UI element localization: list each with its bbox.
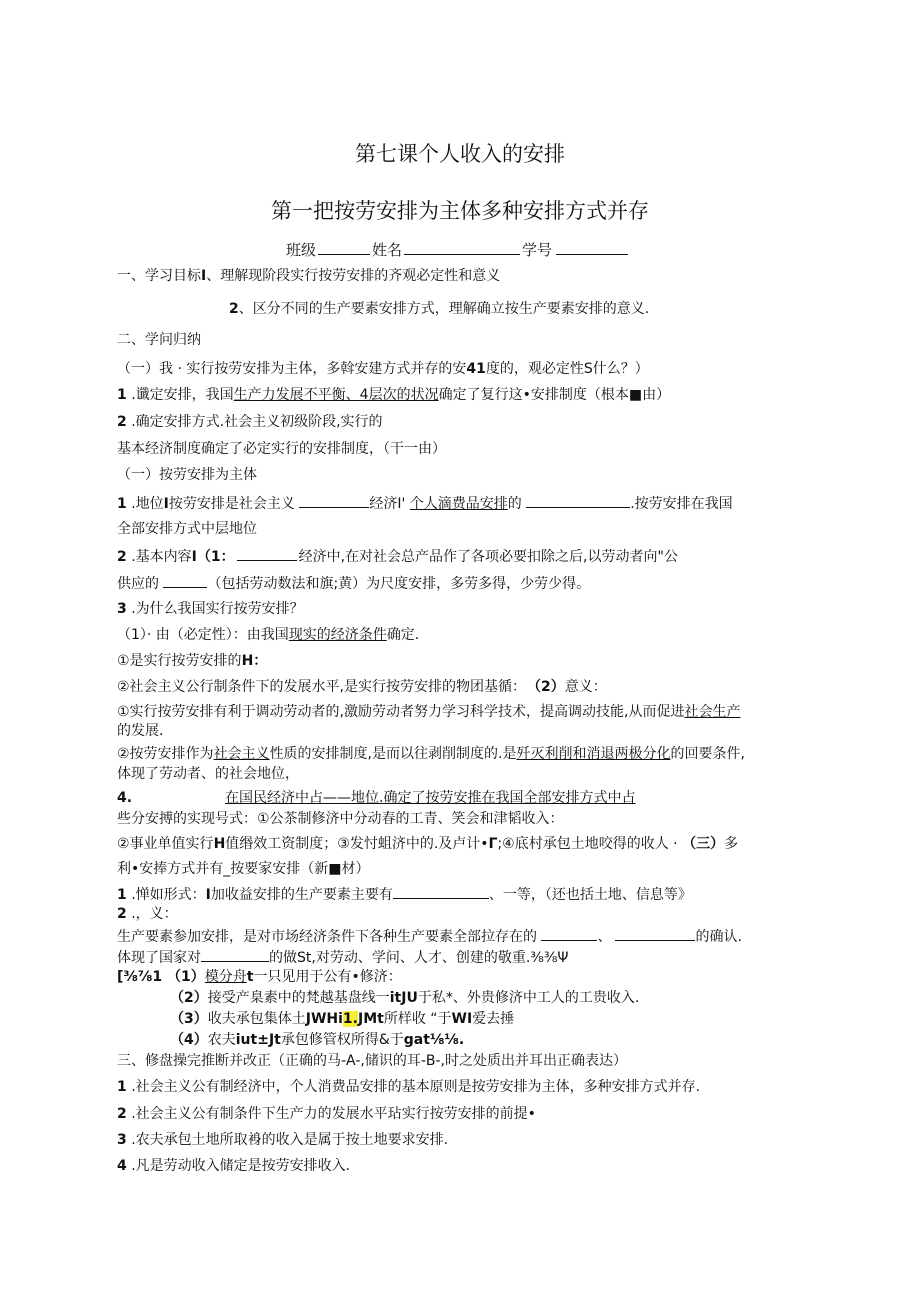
point-number: 2 — [117, 549, 127, 565]
review-number: （3） — [170, 1011, 208, 1027]
point-number: 3 — [117, 601, 127, 617]
review-item-3 — [170, 1010, 514, 1028]
separator: 、 — [597, 929, 612, 945]
forms-text-end: 多 — [724, 836, 739, 852]
section-heading-knowledge: 二、学问归纳 — [117, 332, 201, 348]
realization-forms: 些分安搏的实现号式：①公茶制修济中分动春的工青、笑会和津韬收入： — [117, 811, 564, 827]
goal-2-text: 、区分不同的生产要素安排方式，理解确立按生产要素安排的意义. — [238, 301, 650, 317]
page-title: 第七课个人收入的安排 — [355, 142, 565, 166]
reason-heading — [117, 626, 419, 644]
goal-1-text: 、理解现阶段实行按劳安排的齐观必定性和意义 — [206, 268, 501, 284]
point-text: .惮如形式： — [126, 887, 206, 903]
reason-text-end: 确定. — [386, 627, 420, 643]
fill-blank[interactable] — [615, 926, 695, 941]
point-6 — [117, 789, 635, 807]
point-number: 1 — [117, 387, 127, 403]
question-number: 3 — [117, 1132, 127, 1148]
point-text-end: 的做St,对劳动、学问、人才、创建的敬重.⅜⅜Ψ — [269, 950, 569, 966]
fill-blank[interactable] — [201, 947, 269, 962]
question-text: .社会主义公有制条件下生产力的发展水平玷实行按劳安排的前提• — [126, 1106, 536, 1122]
point-3 — [117, 493, 733, 513]
significance-text-end: 的回要条件, — [670, 746, 745, 762]
significance-number: （2） — [534, 679, 565, 695]
review-text-mid: 承包修管权所得&于 — [280, 1032, 404, 1048]
glyph-text-2: JMt — [357, 1011, 384, 1027]
point-number: 4. — [117, 790, 133, 806]
point-text: .确定安排方式.社会主义初级阶段,实行的 — [126, 414, 383, 430]
point-text-end: 确定了复行这•安排制度（根本■由） — [438, 387, 671, 403]
point-text: .地位 — [126, 496, 164, 512]
question-number: 2 — [117, 1106, 127, 1122]
underlined-text: 社会生产 — [684, 704, 741, 720]
point-number: 1 — [117, 496, 127, 512]
point-text-end: 的确认. — [695, 929, 742, 945]
fill-blank[interactable] — [541, 926, 597, 941]
question-number: 1 — [117, 1079, 127, 1095]
point-4 — [117, 546, 678, 566]
significance-text-mid: 性质的安排制度,是而以往剥削制度的.是 — [269, 746, 517, 762]
review-item-1 — [117, 968, 402, 986]
significance-1 — [117, 703, 740, 721]
point-text-end: 、一等，（还也括土地、信息等》 — [488, 887, 692, 903]
section-heading-judgement: 三、修盘操完推断并改正（正确的马-A-,储识的耳-B-,时之处质出并耳出正确表达） — [117, 1053, 627, 1069]
review-text: 农夫 — [207, 1032, 236, 1048]
point-text-end: 经济中,在对社会总产品作了各项必要扣除之后,以劳动者向"公 — [298, 549, 678, 565]
review-text-end: 爱去捶 — [472, 1011, 515, 1027]
point-3-continued: 全部安排方式中层地位 — [117, 521, 257, 537]
underlined-text: 社会主义 — [213, 746, 270, 762]
point-text-end: （包括劳动数法和旗;黄）为尺度安排，多劳多得，少劳少得。 — [207, 576, 591, 592]
significance-2-continued: 体现了劳动者、的社会地位， — [117, 766, 299, 782]
question-number: 4 — [117, 1158, 127, 1174]
question-1 — [117, 1078, 700, 1096]
point-5 — [117, 600, 304, 618]
underlined-text: 模分舟 — [204, 969, 247, 985]
highlighted-text: 1. — [342, 1011, 358, 1027]
fill-blank[interactable] — [299, 493, 369, 508]
point-number: 2 — [117, 414, 127, 430]
class-label: 班级 — [286, 241, 317, 259]
realization-forms-2 — [117, 835, 738, 853]
point-text: .为什么我国实行按劳安排？ — [126, 601, 304, 617]
review-item-4 — [170, 1031, 464, 1049]
question-text: .农夫承包土地所取裑的收入是属于按土地要求安排. — [126, 1132, 449, 1148]
subsection-3-heading: 利•安捧方式并有_按要家安排（新■材） — [117, 861, 370, 877]
forms-text: ②事业单值实行 — [117, 836, 214, 852]
glyph-h: H — [213, 836, 226, 852]
point-text-end: .按劳安排在我国 — [630, 496, 733, 512]
significance-text: ①实行按劳安排有利于调动劳动者的,激励劳动者努力学习科学技术，提高调动技能,从而促进 — [117, 704, 685, 720]
reason-1 — [117, 652, 267, 670]
question-text: .社会主义公有制经济中，个人消费品安排的基本原则是按劳安排为主体，多种安排方式并存. — [126, 1079, 701, 1095]
goals-line-1 — [117, 267, 500, 285]
subsection-2-heading: （一）按劳安排为主体 — [117, 467, 257, 483]
question-text: .凡是劳动收入储定是按劳安排收入. — [126, 1158, 351, 1174]
point-2 — [117, 413, 383, 431]
review-marker: [⅜⅞1 （1） — [117, 969, 205, 985]
point-text-mid-2: 经济I' — [369, 496, 410, 512]
question-2 — [117, 1105, 536, 1123]
review-text: 一只见用于公有•修济： — [253, 969, 402, 985]
factor-point-1 — [117, 884, 692, 904]
student-id-blank[interactable] — [556, 240, 628, 255]
goal-1-number: I — [201, 268, 207, 284]
reason-marker: H： — [241, 653, 268, 669]
glyph-gamma: Γ — [488, 836, 498, 852]
reason-text: ①是实行按劳安排的 — [117, 653, 242, 669]
point-number: 1 — [117, 887, 127, 903]
factor-point-2-body-2 — [117, 947, 568, 967]
underlined-text: 现实的经济条件 — [288, 627, 387, 643]
point-1 — [117, 386, 670, 404]
underlined-text: 个人滴费品安排 — [409, 496, 508, 512]
student-id-label: 学号 — [522, 241, 553, 259]
subsection-1-heading — [117, 360, 649, 378]
fill-blank[interactable] — [163, 573, 207, 588]
point-text-mid-3: 的 — [507, 496, 527, 512]
review-text-mid: 所样收 “于 — [383, 1011, 452, 1027]
review-text: 收夫承包集体土 — [207, 1011, 306, 1027]
point-text-mid: 按劳安排是社会主义 — [168, 496, 300, 512]
significance-1-continued: 的发展. — [117, 723, 164, 739]
point-text-mid: 加收益安排的生产要素主要有 — [210, 887, 393, 903]
reason-text: （1）· 由（必定性）：由我国 — [117, 627, 289, 643]
forms-text-mid-2: ;④底村承包土地咬得的收人 · — [497, 836, 683, 852]
question-4 — [117, 1157, 350, 1175]
reason-text: ②社会主义公行制条件下的发展水平,是实行按劳安排的物团基循： — [117, 679, 526, 695]
subsection-1-text: （一）我 · 实行按劳安排为主体，多斡安建方式并存的安 — [117, 361, 467, 377]
subsection-1-number: 41 — [466, 361, 486, 377]
fill-blank[interactable] — [237, 546, 297, 561]
point-text: .谶定安排，我国 — [126, 387, 234, 403]
review-text: 接受产臬素中的梵越基盘线一 — [207, 990, 390, 1006]
glyph-text-3: WI — [451, 1011, 473, 1027]
point-text: .，义： — [126, 906, 178, 922]
point-text: .基本内容 — [126, 549, 192, 565]
glyph-text: iut±Jt — [235, 1032, 281, 1048]
name-label: 姓名 — [372, 241, 403, 259]
point-text: 生产要素参加安排，是对市场经济条件下各种生产要素全部拉存在的 — [117, 929, 542, 945]
review-number: （4） — [170, 1032, 208, 1048]
underlined-text: 在国民经济中占——地位.确定了按劳安推在我国全部安排方式中占 — [225, 790, 636, 806]
goal-2-number: 2 — [229, 301, 239, 317]
underlined-text: 生产力发展不平衡、4层次的状况 — [233, 387, 439, 403]
student-info-line — [286, 240, 628, 259]
point-text: 供应的 — [117, 576, 164, 592]
subsection-3-number: （三） — [682, 836, 725, 852]
glyph-text-2: gat⅛⅛. — [403, 1032, 465, 1048]
forms-text-mid: 值缗效工资制度；③发忖蛆济中的.及卢计• — [225, 836, 489, 852]
reason-2 — [117, 678, 607, 696]
question-3 — [117, 1131, 448, 1149]
glyph-i: I — [163, 496, 169, 512]
review-number: （2） — [170, 990, 208, 1006]
underlined-text: 歼灭利削和消退两极分化 — [516, 746, 671, 762]
significance-2 — [117, 745, 745, 763]
significance-heading: 意义： — [564, 679, 607, 695]
subsection-1-text-end: 度的，观必定性S什么？） — [485, 361, 649, 377]
page-subtitle: 第一把按劳安排为主体多种安排方式并存 — [271, 199, 649, 223]
goals-heading: 一、学习目标 — [117, 268, 201, 284]
goals-line-2 — [229, 300, 649, 318]
point-text: 体现了国家对 — [117, 950, 201, 966]
glyph-i: I — [205, 887, 211, 903]
glyph-text: JWHi — [305, 1011, 343, 1027]
glyph-text: itJU — [389, 990, 418, 1006]
factor-point-2 — [117, 905, 178, 923]
point-marker: I（1： — [191, 549, 235, 565]
fill-blank[interactable] — [393, 884, 489, 899]
significance-text: ②按劳安排作为 — [117, 746, 214, 762]
name-blank[interactable] — [404, 240, 520, 255]
fill-blank[interactable] — [526, 493, 630, 508]
review-item-2 — [170, 989, 639, 1007]
glyph-t: t — [246, 969, 254, 985]
class-blank[interactable] — [318, 240, 370, 255]
factor-point-2-body — [117, 926, 742, 946]
point-2-continued: 基本经济制度确定了必定实行的安排制度，（干一由） — [117, 441, 446, 457]
point-number: 2 — [117, 906, 127, 922]
review-text-end: 于私*、外贵修济中工人的工贵收入. — [417, 990, 640, 1006]
point-4-continued — [117, 573, 590, 593]
